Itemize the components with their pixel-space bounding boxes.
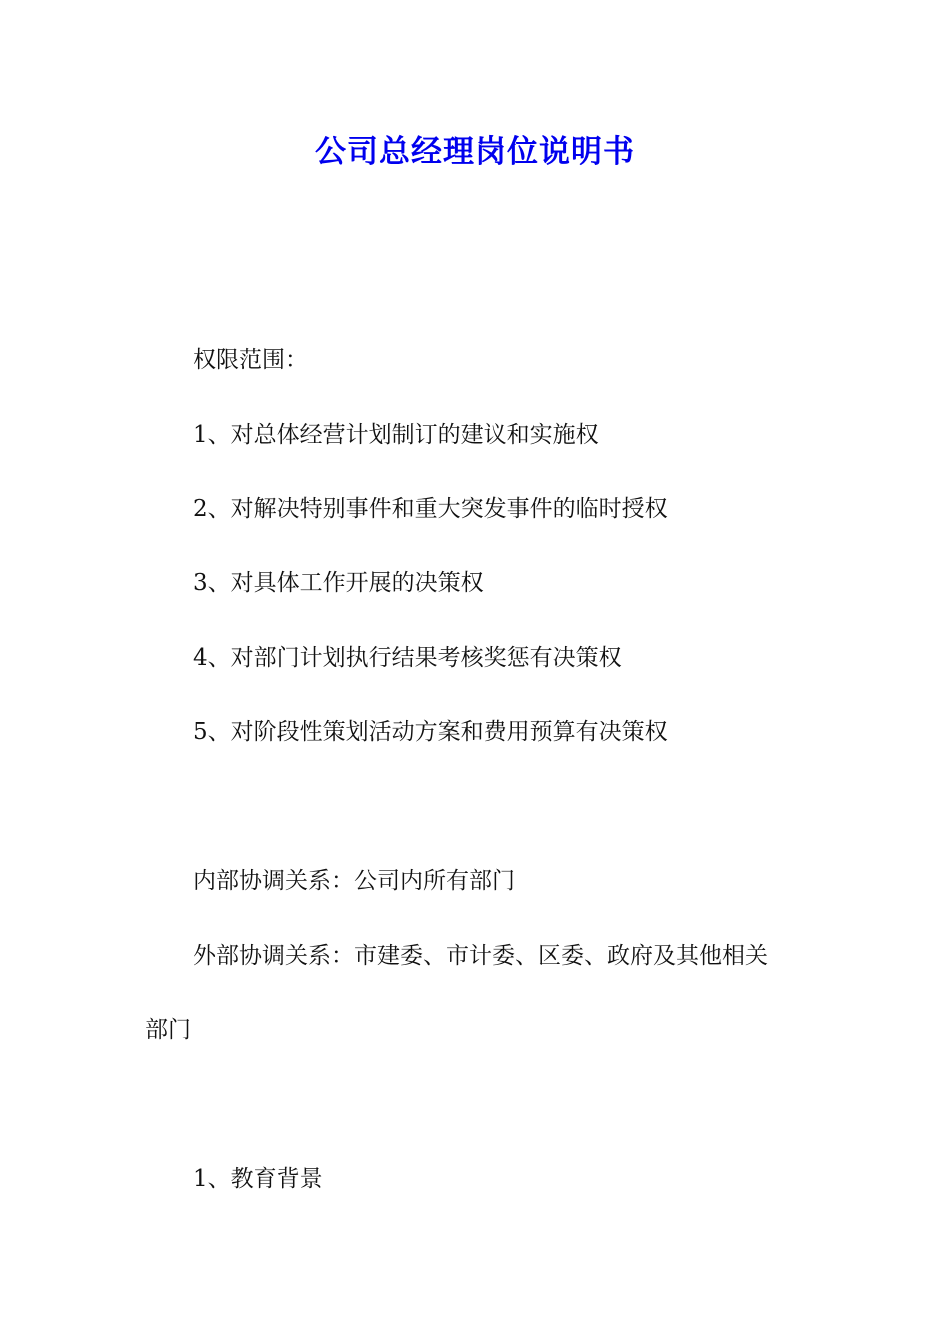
internal-coordination: 内部协调关系：公司内所有部门	[193, 868, 515, 894]
authority-item-3: 3、对具体工作开展的决策权	[193, 570, 484, 596]
external-coordination-line2: 部门	[145, 1017, 191, 1043]
authority-item-1: 1、对总体经营计划制订的建议和实施权	[193, 422, 599, 448]
authority-item-5: 5、对阶段性策划活动方案和费用预算有决策权	[193, 719, 668, 745]
authority-item-4: 4、对部门计划执行结果考核奖惩有决策权	[193, 645, 622, 671]
external-coordination-line1: 外部协调关系：市建委、市计委、区委、政府及其他相关	[193, 943, 768, 969]
document-title: 公司总经理岗位说明书	[315, 134, 635, 170]
education-background-heading: 1、教育背景	[193, 1166, 323, 1192]
authority-heading: 权限范围：	[193, 347, 308, 373]
authority-item-2: 2、对解决特别事件和重大突发事件的临时授权	[193, 496, 668, 522]
